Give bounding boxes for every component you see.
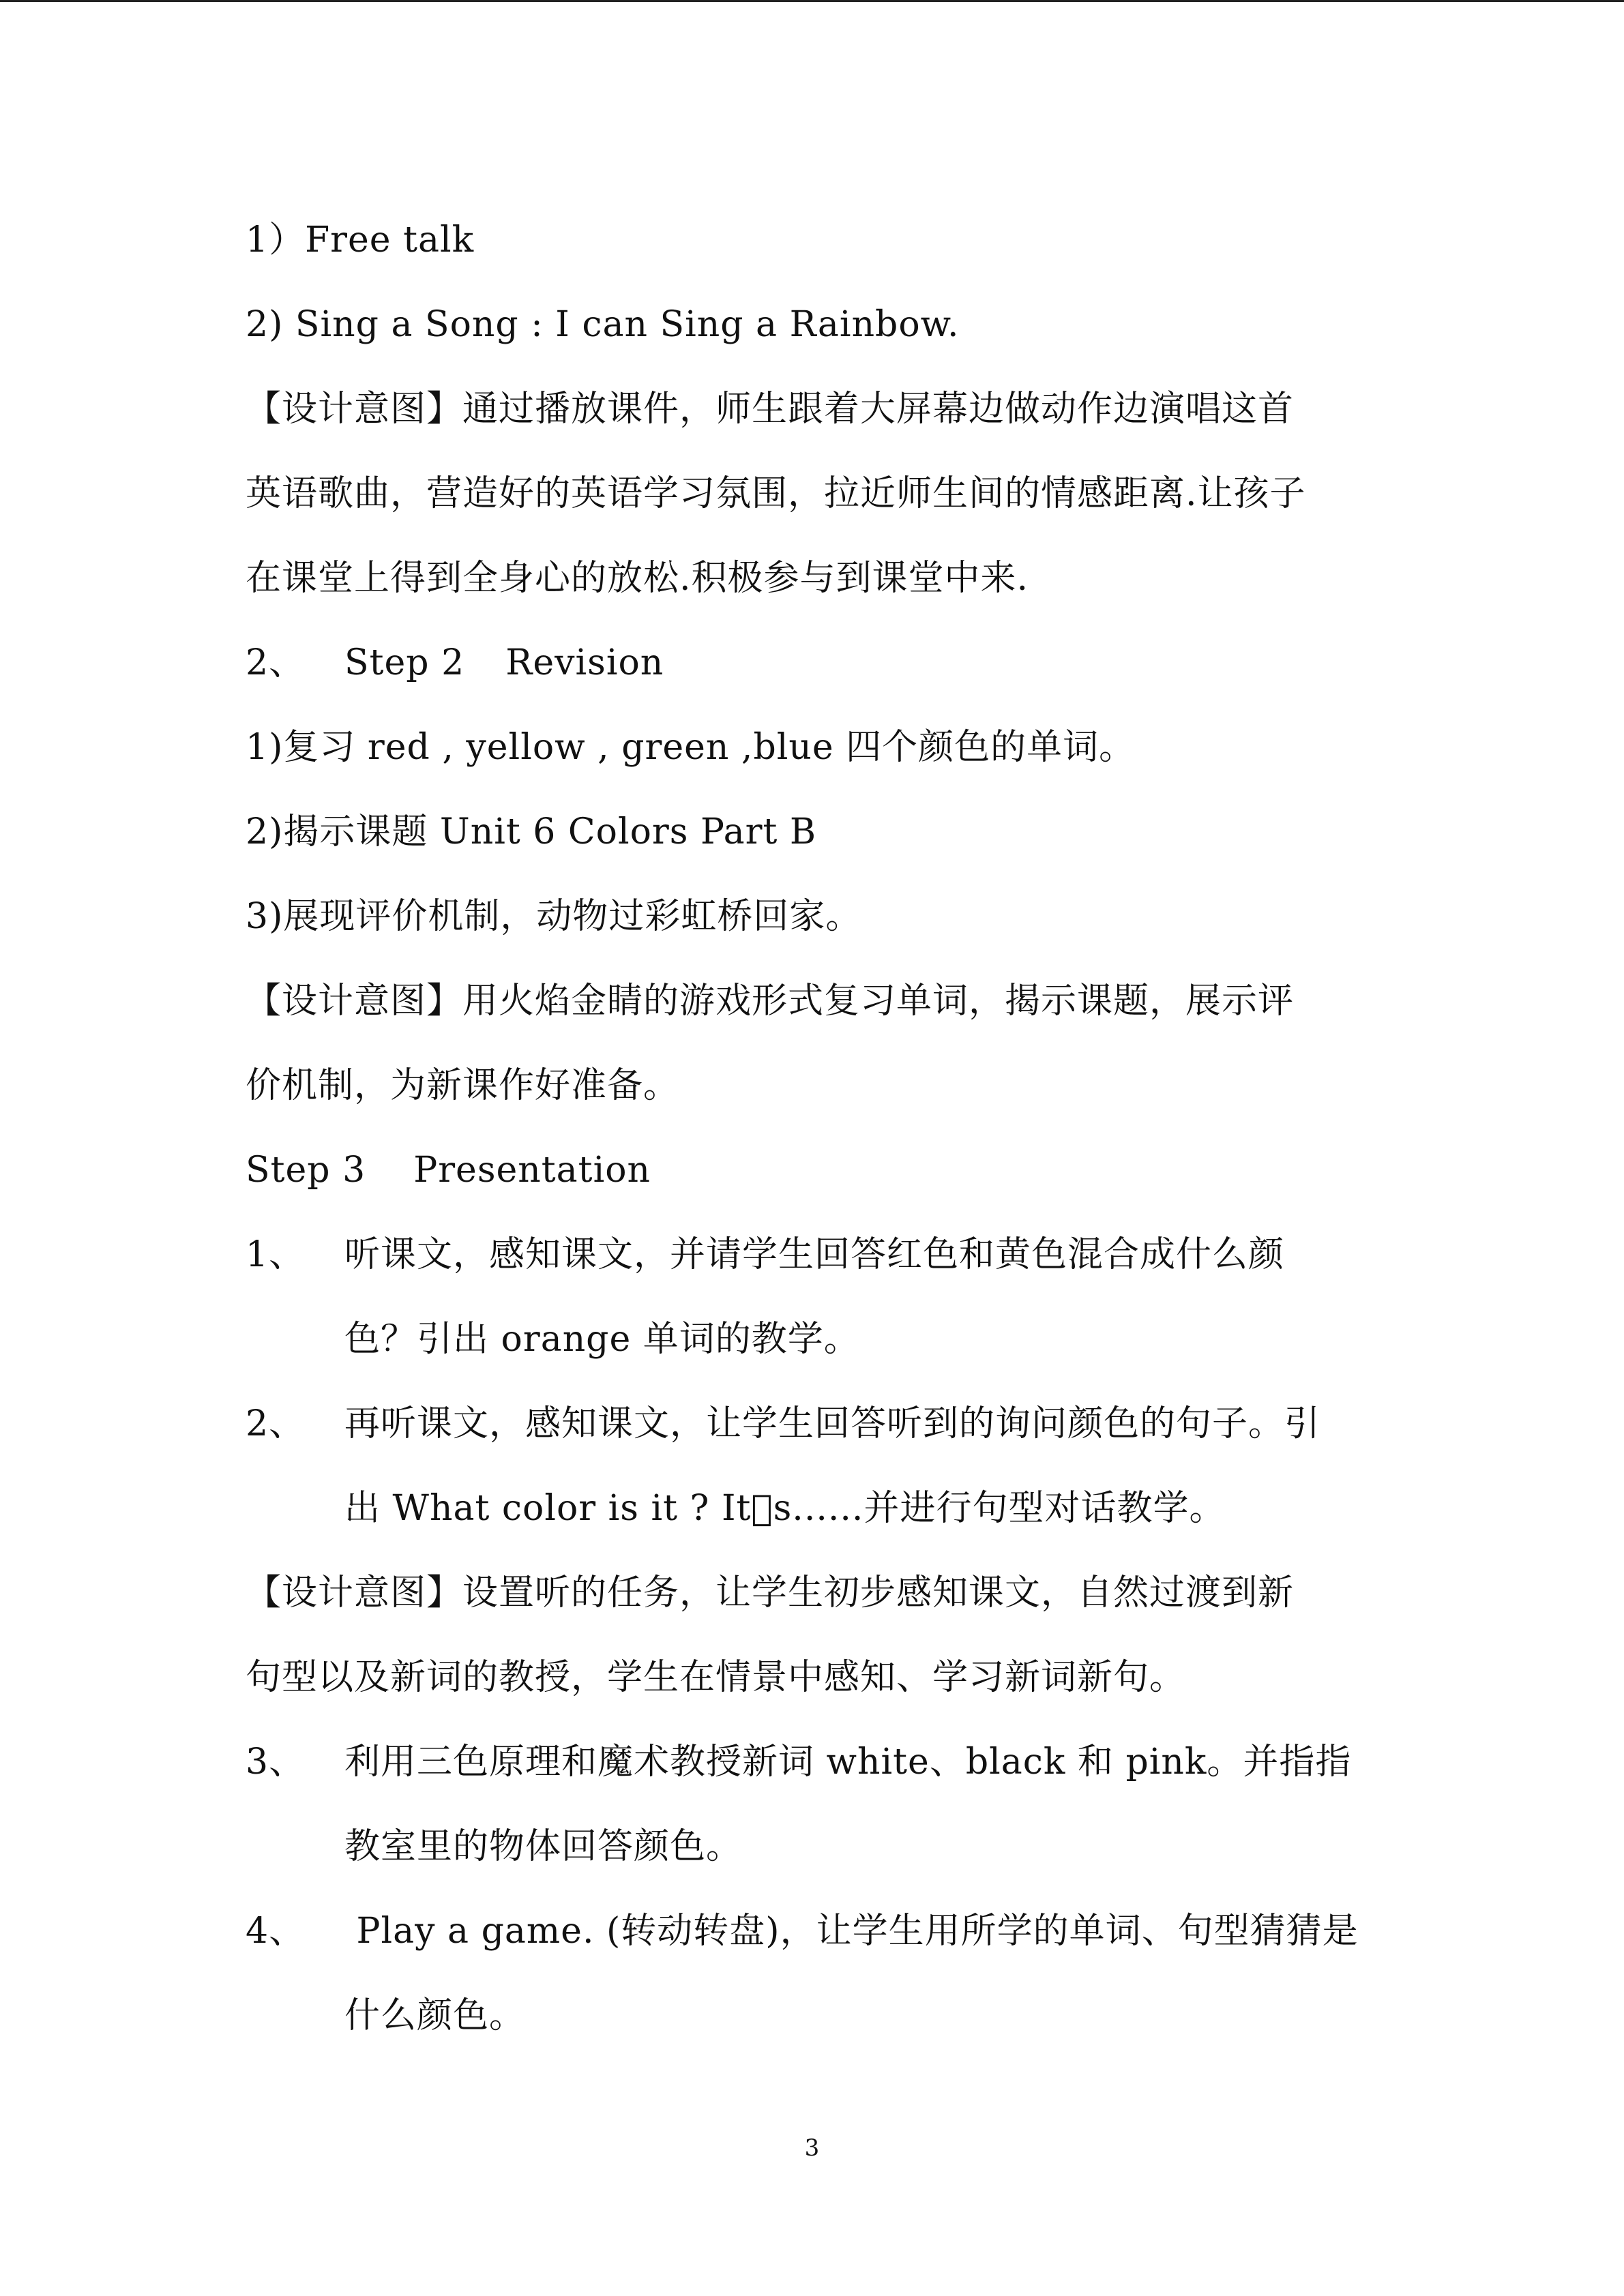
step-number: 2、 xyxy=(246,642,306,683)
page-top-border xyxy=(0,0,1624,2)
step-label: Step 3 xyxy=(246,1150,366,1191)
list-item xyxy=(246,1742,1351,1783)
list-text: 再听课文，感知课文，让学生回答听到的询问颜色的句子。引 xyxy=(344,1403,1321,1444)
text-line: 1)复习 red , yellow , green ,blue 四个颜色的单词。 xyxy=(246,727,1136,768)
text-line: 价机制，为新课作好准备。 xyxy=(246,1065,680,1106)
list-text: 听课文，感知课文，并请学生回答红色和黄色混合成什么颜 xyxy=(344,1234,1285,1275)
text-line: 2)揭示课题 Unit 6 Colors Part B xyxy=(246,811,817,852)
list-text: 利用三色原理和魔术教授新词 white、black 和 pink。并指指 xyxy=(344,1742,1352,1783)
list-item xyxy=(246,1234,1284,1275)
list-number: 3、 xyxy=(246,1742,306,1783)
text-line: 2) Sing a Song : I can Sing a Rainbow. xyxy=(246,304,960,345)
list-item-continuation: 教室里的物体回答颜色。 xyxy=(344,1826,743,1867)
list-text: Play a game. (转动转盘)，让学生用所学的单词、句型猜猜是 xyxy=(344,1911,1359,1952)
list-number: 2、 xyxy=(246,1403,306,1444)
text-line: 1）Free talk xyxy=(246,220,475,260)
design-intent-line: 【设计意图】通过播放课件，师生跟着大屏幕边做动作边演唱这首 xyxy=(246,389,1295,430)
text-line: 句型以及新词的教授，学生在情景中感知、学习新词新句。 xyxy=(246,1657,1186,1698)
text-line: 3)展现评价机制，动物过彩虹桥回家。 xyxy=(246,896,862,937)
list-item xyxy=(246,1911,1359,1952)
list-number: 1、 xyxy=(246,1234,306,1275)
step-heading xyxy=(246,642,664,683)
design-intent-line: 【设计意图】用火焰金睛的游戏形式复习单词，揭示课题，展示评 xyxy=(246,981,1295,1022)
step-label: Step 2 xyxy=(344,642,465,683)
step-heading xyxy=(246,1150,651,1191)
design-intent-line: 【设计意图】设置听的任务，让学生初步感知课文，自然过渡到新 xyxy=(246,1572,1295,1613)
text-line: 英语歌曲，营造好的英语学习氛围，拉近师生间的情感距离.让孩子 xyxy=(246,473,1306,514)
list-item-continuation: 什么颜色。 xyxy=(344,1995,526,2036)
page-number: 3 xyxy=(804,2134,820,2162)
text-line: 在课堂上得到全身心的放松.积极参与到课堂中来. xyxy=(246,558,1029,599)
list-number: 4、 xyxy=(246,1911,306,1952)
list-item-continuation: 出 What color is it ? It s......并进行句型对话教学。 xyxy=(344,1488,1226,1529)
step-title: Presentation xyxy=(413,1150,651,1191)
list-item-continuation: 色？引出 orange 单词的教学。 xyxy=(344,1319,860,1360)
step-title: Revision xyxy=(505,642,664,683)
list-item xyxy=(246,1403,1320,1444)
